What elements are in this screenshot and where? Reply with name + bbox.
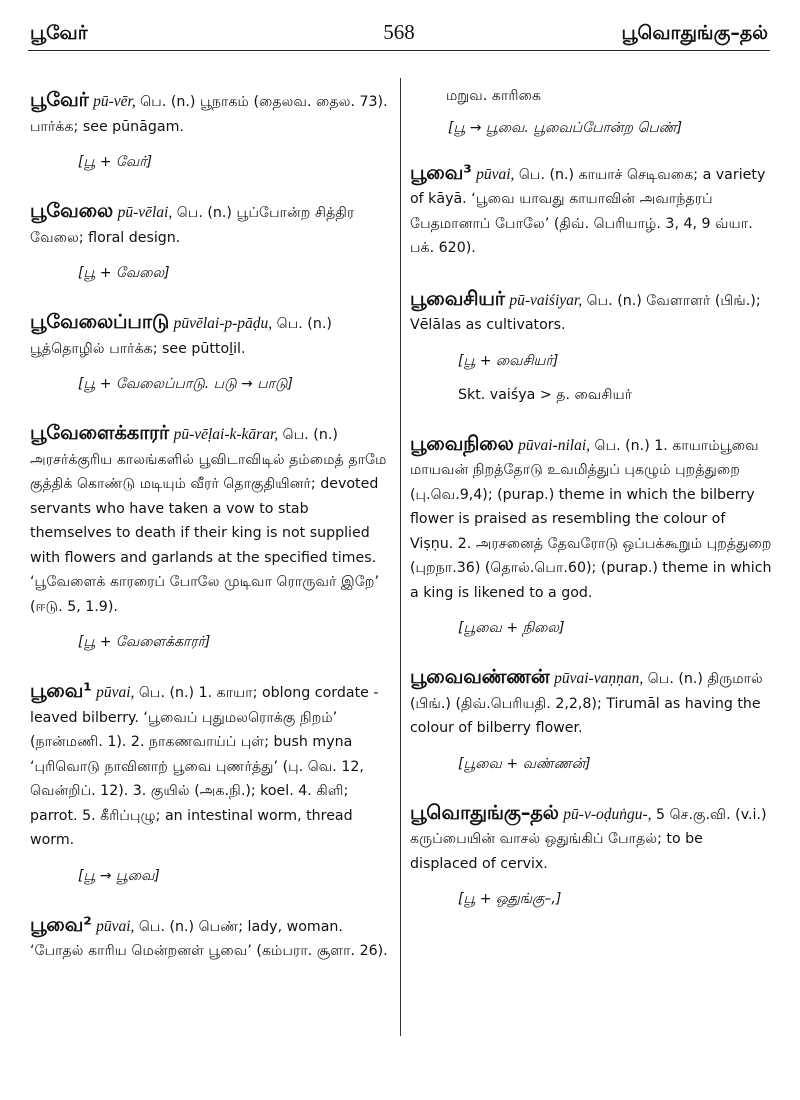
- entry-body: [410, 161, 772, 261]
- right-column: [410, 84, 772, 936]
- headword: பூவேலைப்பாடு: [30, 310, 170, 333]
- definition: பெ. (n.) பூப்போன்ற சித்திர வேலை; floral design.: [30, 205, 355, 246]
- entry-puvelaikkarar: [30, 421, 390, 653]
- transliteration: pū-v-oḍuṅgu-,: [563, 805, 652, 823]
- headword: பூவை¹: [30, 679, 92, 702]
- etymology: [பூ + ஒதுங்கு–,]: [458, 891, 562, 907]
- entry-body: [410, 287, 772, 338]
- entry-puvodungu: [410, 801, 772, 911]
- entry-body: [410, 665, 772, 741]
- definition: பெ. (n.) வேளாளர் (பிங்.); Vēlālas as cultivators.: [410, 292, 761, 333]
- definition: பெ. (n.) 1. காயாம்பூவை மாயவன் நிறத்தோடு உவமித்துப் புகழும் புறத்துறை (பு.வெ.9,4); (purap.) theme in which the bilberry flower is praised as resembling the colour of Viṣṇu. 2. அரசனைத் தேவரோடு ஒப்பக்கூறும் புறத்துறை (புறநா.36) (தொல்.பொ.60); (purap.) theme in which a king is likened to a god.: [410, 437, 772, 601]
- transliteration: pūvai-nilai,: [518, 436, 591, 454]
- etymology: [பூ → பூவை. பூவைப்போன்ற பெண்]: [448, 119, 683, 136]
- headword: பூவைநிலை: [410, 431, 514, 455]
- etymology: [பூ → பூவை]: [78, 867, 160, 884]
- sanskrit-note: Skt. vaiśya > த. வைசியர்: [458, 386, 633, 403]
- etymology: [பூ + வேர்]: [78, 154, 153, 170]
- page-number: 568: [383, 20, 415, 44]
- entry-body: [30, 88, 390, 139]
- page-header: [28, 10, 770, 51]
- column-divider: [400, 78, 401, 1036]
- definition: 5 செ.கு.வி. (v.i.) கருப்பையின் வாசல் ஒதுங்கிப் போதல்; to be displaced of cervix.: [410, 806, 767, 872]
- transliteration: pūvai-vaṇṇan,: [554, 670, 644, 687]
- synonym-line: மறுவ. காரிகை: [446, 88, 542, 104]
- transliteration: pūvai,: [96, 917, 135, 935]
- definition: பெ. (n.) அரசர்க்குரிய காலங்களில் பூவிடாவிடில் தம்மைத் தாமே குத்திக் கொண்டு மடியும் வீரர் தொகுதியினர்; devoted servants who have taken a vow to stab themselves to death if their king is not supplied with flowers and garlands at the specified times. ‘பூவேளைக் காரரைப் போலே முடிவா ரொருவர் இறே’ (ஈடு. 5, 1.9).: [30, 427, 387, 615]
- definition: பெ. (n.) பெண்; lady, woman. ‘போதல் காரிய மென்றனள் பூவை’ (கம்பரா. சூளா. 26).: [30, 918, 388, 959]
- entry-puvai-2: [30, 913, 390, 964]
- entry-puvelaippadu: [30, 310, 390, 395]
- running-head-right: பூவொதுங்கு–தல்: [621, 22, 768, 44]
- headword: பூவை³: [410, 160, 472, 184]
- transliteration: pūvai,: [476, 165, 515, 183]
- entry-body: [30, 310, 390, 361]
- entry-puvaivannan: [410, 665, 772, 775]
- etymology: [பூ + வைசியர்]: [458, 352, 559, 369]
- definition: பெ. (n.) பூநாகம் (தைலவ. தைல. 73). பார்க்க; see pūnāgam.: [30, 94, 388, 135]
- entry-body: [410, 432, 772, 606]
- headword: பூவைசியர்: [410, 286, 505, 310]
- headword: பூவேளைக்காரர்: [30, 421, 170, 444]
- definition: பெ. (n.) காயாச் செடிவகை; a variety of kāyā. ‘பூவை யாவது காயாவின் அவாந்தரப் பேதமானாப் போலே’ (திவ். பெரியாழ். 3, 4, 9 வ்யா. பக். 620).: [410, 166, 766, 256]
- headword: பூவேர்: [30, 88, 89, 111]
- entry-body: [30, 199, 390, 250]
- entry-puvelai: [30, 199, 390, 284]
- entry-body: [410, 801, 772, 877]
- entry-puver: [30, 88, 390, 173]
- definition: பெ. (n.) பூத்தொழில் பார்க்க; see pūttoḻil.: [30, 316, 332, 357]
- entry-puvainilai: [410, 432, 772, 640]
- headword: பூவைவண்ணன்: [410, 665, 550, 688]
- transliteration: pū-vēḷai-k-kārar,: [173, 426, 279, 443]
- entry-body: [30, 679, 390, 853]
- headword: பூவேலை: [30, 199, 114, 222]
- transliteration: pū-vēlai,: [117, 204, 173, 221]
- entry-puvaisiyar: [410, 287, 772, 406]
- transliteration: pūvēlai-p-pāḍu,: [173, 315, 273, 332]
- entry-puvai-2-continued: [410, 84, 772, 139]
- headword: பூவொதுங்கு–தல்: [410, 800, 559, 824]
- entry-body: [30, 421, 390, 619]
- entry-body: [30, 913, 390, 964]
- etymology: [பூவை + வண்ணன்]: [458, 755, 591, 772]
- definition: பெ. (n.) 1. காயா; oblong cordate - leaved bilberry. ‘பூவைப் புதுமலரொக்கு நிறம்’ (நான்மணி. 1). 2. நாகணவாய்ப் புள்; bush myna ‘புரிவொடு நாவினாற் பூவை புணர்த்து’ (பு. வெ. 12, வென்றிப். 12). 3. குயில் (அக.நி.); koel. 4. கிளி; parrot. 5. கீரிப்புழு; an intestinal worm, thread worm.: [30, 685, 379, 848]
- running-head-left: பூவேர்: [30, 22, 88, 44]
- etymology: [பூ + வேலை]: [78, 265, 170, 281]
- transliteration: pū-vaiśiyar,: [509, 291, 583, 309]
- transliteration: pūvai,: [96, 684, 135, 701]
- etymology: [பூ + வேலைப்பாடு. படு → பாடு]: [78, 376, 293, 392]
- entry-puvai-3: [410, 161, 772, 261]
- headword: பூவை²: [30, 912, 92, 936]
- etymology: [பூவை + நிலை]: [458, 620, 565, 636]
- transliteration: pū-vēr,: [93, 93, 136, 110]
- entry-puvai-1: [30, 679, 390, 887]
- definition: பெ. (n.) திருமால் (பிங்.) (திவ்.பெரியதி. 2,2,8); Tirumāl as having the colour of bilberry flower.: [410, 671, 763, 736]
- etymology: [பூ + வேளைக்காரர்]: [78, 634, 211, 650]
- left-column: [30, 88, 390, 990]
